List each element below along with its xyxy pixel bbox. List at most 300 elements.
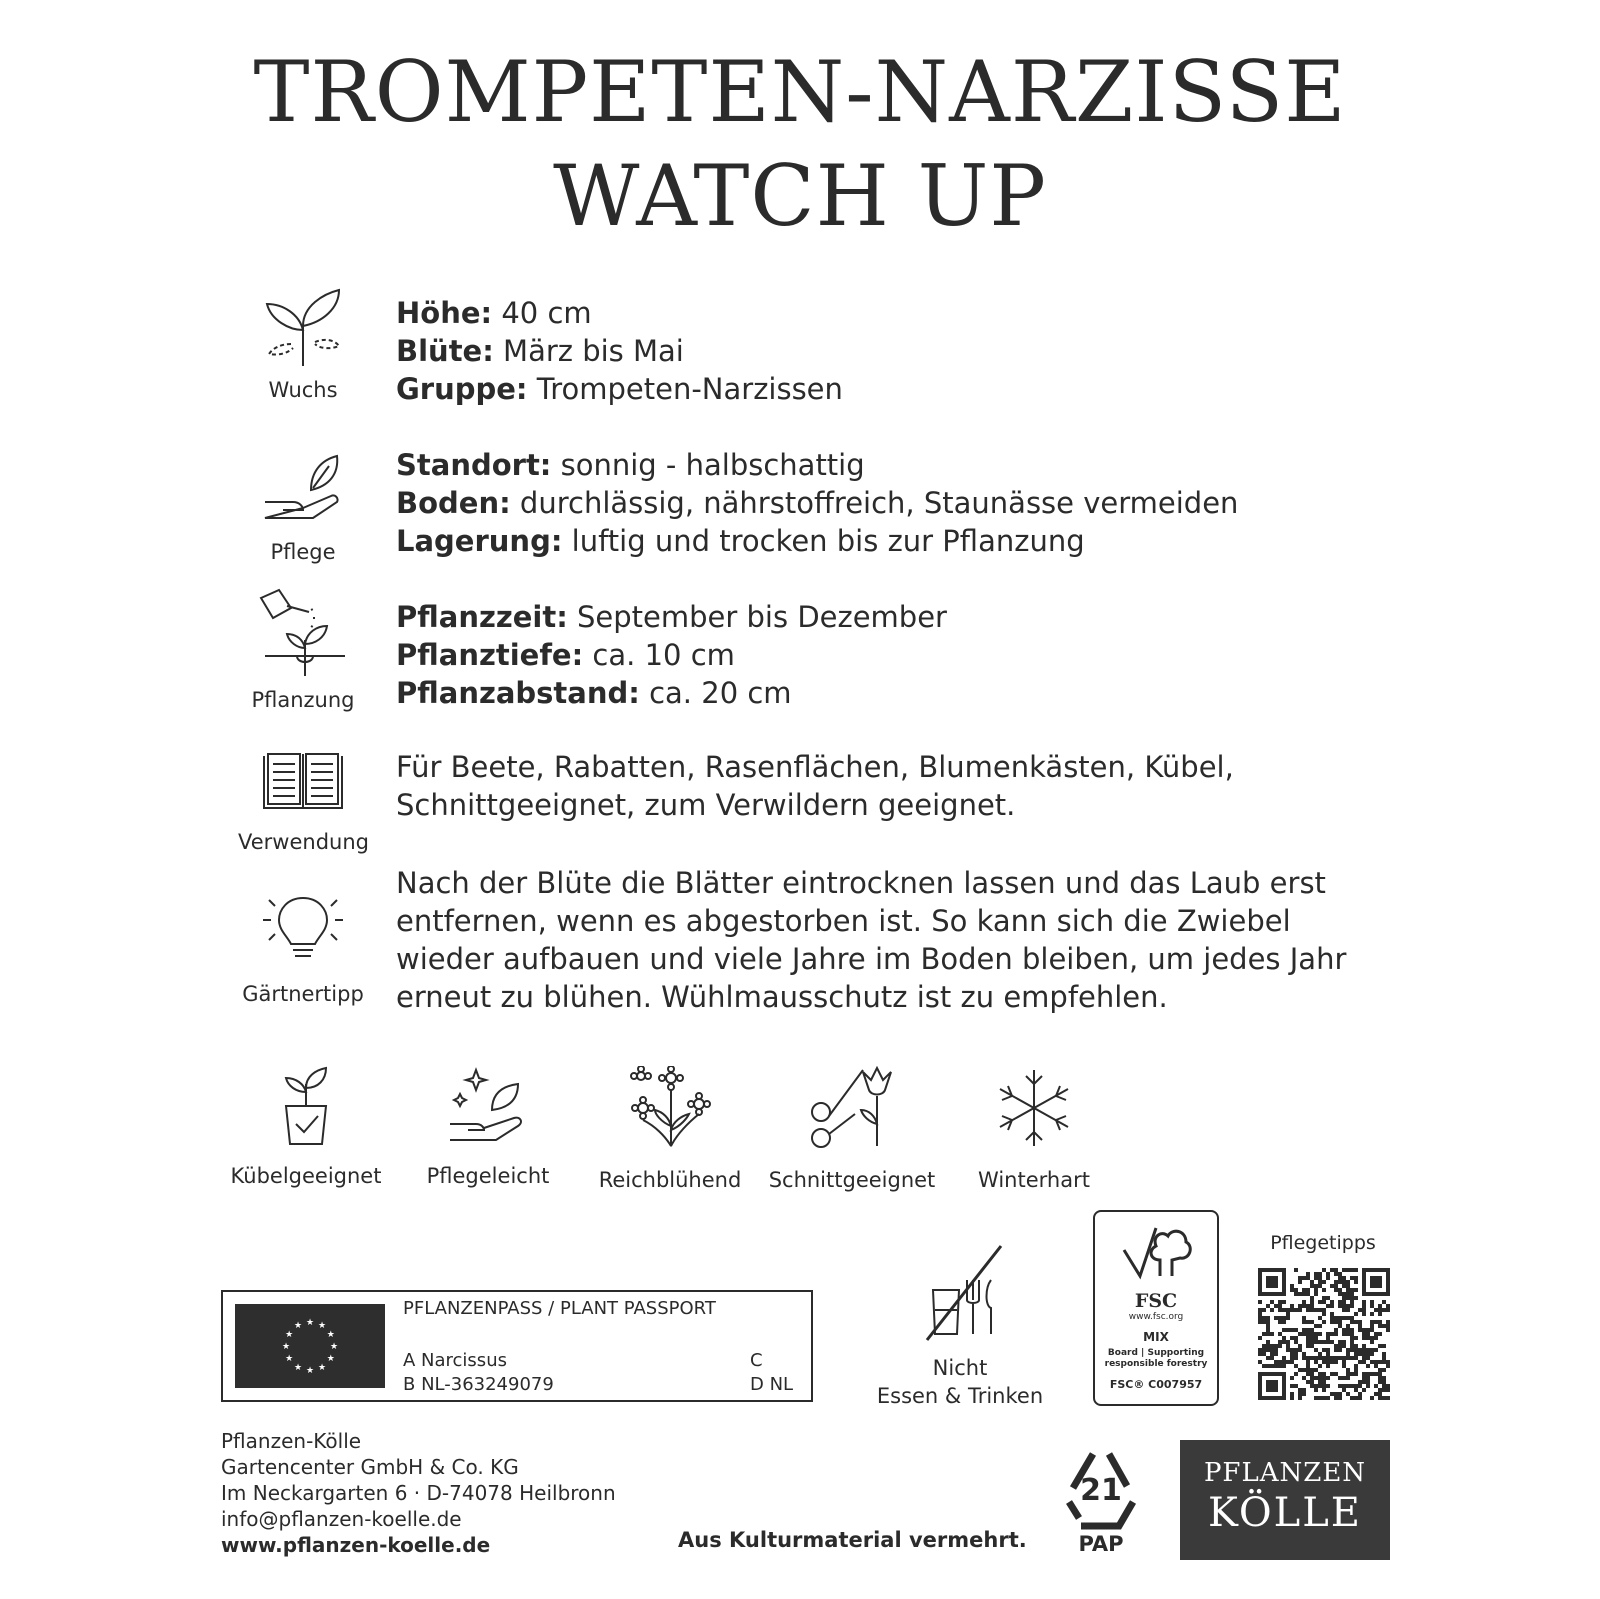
info-line	[396, 484, 1238, 522]
info-value: sonnig - halbschattig	[551, 448, 865, 482]
qr-module	[1358, 1328, 1362, 1332]
qr-module	[1286, 1328, 1290, 1332]
qr-module	[1298, 1332, 1302, 1336]
qr-module	[1350, 1332, 1354, 1336]
qr-module	[1366, 1348, 1370, 1352]
info-label: Boden:	[396, 486, 511, 520]
qr-module	[1310, 1308, 1314, 1312]
qr-module	[1290, 1384, 1294, 1388]
recycling-number: 21	[1080, 1473, 1122, 1508]
qr-module	[1334, 1360, 1338, 1364]
verwendung-info	[396, 748, 1234, 824]
qr-module	[1278, 1304, 1282, 1308]
qr-module	[1266, 1332, 1270, 1336]
qr-module	[1370, 1372, 1374, 1376]
qr-module	[1266, 1328, 1270, 1332]
info-value: luftig und trocken bis zur Pflanzung	[562, 524, 1085, 558]
qr-module	[1322, 1372, 1326, 1376]
qr-module	[1354, 1352, 1358, 1356]
qr-module	[1318, 1384, 1322, 1388]
qr-module	[1342, 1360, 1346, 1364]
eu-star: ★	[293, 1321, 303, 1332]
qr-module	[1382, 1356, 1386, 1360]
qr-module	[1342, 1268, 1346, 1272]
info-line: entfernen, wenn es abgestorben ist. So kann sich die Zwiebel	[396, 904, 1291, 938]
qr-module	[1294, 1348, 1298, 1352]
qr-module	[1286, 1344, 1290, 1348]
sprout-growth-icon	[253, 286, 353, 370]
eu-star: ★	[317, 1362, 327, 1373]
qr-module	[1314, 1292, 1318, 1296]
qr-finder	[1258, 1372, 1262, 1400]
feature-reichbluehend	[585, 1066, 755, 1192]
qr-module	[1346, 1324, 1350, 1328]
qr-module	[1290, 1304, 1294, 1308]
qr-module	[1374, 1332, 1378, 1336]
qr-module	[1362, 1308, 1366, 1312]
qr-module	[1342, 1316, 1346, 1320]
qr-module	[1306, 1288, 1310, 1292]
qr-module	[1350, 1384, 1354, 1388]
qr-module	[1258, 1316, 1262, 1320]
qr-module	[1370, 1352, 1374, 1356]
fsc-desc-2: responsible forestry	[1104, 1359, 1208, 1369]
qr-module	[1334, 1272, 1338, 1276]
qr-module	[1282, 1300, 1286, 1304]
qr-module	[1262, 1352, 1266, 1356]
qr-module	[1282, 1356, 1286, 1360]
qr-module	[1314, 1340, 1318, 1344]
title-line-2: WATCH UP	[553, 147, 1047, 245]
qr-module	[1358, 1392, 1362, 1396]
qr-module	[1258, 1348, 1262, 1352]
qr-module	[1302, 1388, 1306, 1392]
qr-module	[1314, 1276, 1318, 1280]
gaertnertipp-info	[396, 864, 1346, 1016]
qr-module	[1302, 1292, 1306, 1296]
qr-module	[1350, 1348, 1354, 1352]
qr-module	[1302, 1276, 1306, 1280]
qr-module	[1302, 1332, 1306, 1336]
qr-module	[1262, 1308, 1266, 1312]
qr-module	[1318, 1332, 1322, 1336]
qr-module	[1342, 1340, 1346, 1344]
qr-module	[1362, 1300, 1366, 1304]
qr-module	[1326, 1364, 1330, 1368]
qr-module	[1362, 1344, 1366, 1348]
fsc-mix: MIX	[1143, 1330, 1169, 1344]
fsc-tree-check-icon	[1116, 1220, 1196, 1288]
qr-module	[1322, 1320, 1326, 1324]
eu-flag	[235, 1304, 385, 1388]
qr-module	[1346, 1384, 1350, 1388]
qr-module	[1350, 1396, 1354, 1400]
info-label: Lagerung:	[396, 524, 563, 558]
qr-module	[1382, 1368, 1386, 1372]
qr-module	[1370, 1336, 1374, 1340]
qr-module	[1330, 1332, 1334, 1336]
qr-module	[1338, 1276, 1342, 1280]
qr-module	[1338, 1272, 1342, 1276]
qr-module	[1306, 1356, 1310, 1360]
qr-module	[1378, 1304, 1382, 1308]
qr-module	[1314, 1384, 1318, 1388]
eu-star: ★	[326, 1330, 335, 1340]
qr-module	[1282, 1328, 1286, 1332]
qr-module	[1342, 1384, 1346, 1388]
qr-module	[1306, 1368, 1310, 1372]
plant-passport	[221, 1290, 813, 1402]
qr-module	[1378, 1360, 1382, 1364]
qr-finder	[1258, 1292, 1286, 1296]
info-line	[396, 370, 843, 408]
qr-module	[1386, 1384, 1390, 1388]
qr-module	[1338, 1304, 1342, 1308]
qr-module	[1266, 1304, 1270, 1308]
qr-module	[1270, 1308, 1274, 1312]
not-edible-block	[860, 1240, 1060, 1410]
qr-module	[1302, 1376, 1306, 1380]
info-line	[396, 294, 843, 332]
propagation-note: Aus Kulturmaterial vermehrt.	[678, 1528, 1027, 1552]
qr-module	[1318, 1316, 1322, 1320]
qr-module	[1370, 1300, 1374, 1304]
qr-module	[1366, 1364, 1370, 1368]
qr-module	[1378, 1324, 1382, 1328]
qr-module	[1354, 1384, 1358, 1388]
qr-module	[1382, 1344, 1386, 1348]
qr-module	[1334, 1268, 1338, 1272]
qr-module	[1294, 1384, 1298, 1388]
qr-module	[1278, 1332, 1282, 1336]
qr-module	[1370, 1360, 1374, 1364]
qr-module	[1354, 1288, 1358, 1292]
snowflake-icon	[992, 1066, 1076, 1150]
qr-module	[1354, 1280, 1358, 1284]
qr-module	[1266, 1356, 1270, 1360]
qr-module	[1274, 1344, 1278, 1348]
qr-module	[1294, 1288, 1298, 1292]
qr-module	[1322, 1388, 1326, 1392]
address-line-1: Pflanzen-Kölle	[221, 1429, 362, 1453]
fsc-desc-1: Board | Supporting	[1107, 1348, 1205, 1358]
qr-module	[1258, 1312, 1262, 1316]
info-label: Gruppe:	[396, 372, 528, 406]
qr-module	[1306, 1276, 1310, 1280]
qr-module	[1346, 1348, 1350, 1352]
qr-module	[1330, 1356, 1334, 1360]
qr-module	[1370, 1312, 1374, 1316]
qr-module	[1294, 1268, 1298, 1272]
recycling-code: PAP	[1078, 1532, 1124, 1556]
qr-module	[1270, 1300, 1274, 1304]
qr-module	[1310, 1372, 1314, 1376]
qr-module	[1334, 1348, 1338, 1352]
qr-module	[1314, 1368, 1318, 1372]
qr-module	[1366, 1332, 1370, 1336]
qr-module	[1314, 1284, 1318, 1288]
qr-module	[1366, 1356, 1370, 1360]
info-value: ca. 20 cm	[639, 676, 792, 710]
qr-module	[1258, 1320, 1262, 1324]
qr-module	[1338, 1396, 1342, 1400]
qr-module	[1326, 1348, 1330, 1352]
qr-module	[1258, 1300, 1262, 1304]
qr-module	[1374, 1384, 1378, 1388]
qr-module	[1382, 1300, 1386, 1304]
qr-module	[1378, 1376, 1382, 1380]
qr-module	[1338, 1316, 1342, 1320]
qr-module	[1290, 1336, 1294, 1340]
qr-module	[1294, 1292, 1298, 1296]
wuchs-info	[396, 294, 843, 408]
address-email[interactable]: info@pflanzen-koelle.de	[221, 1507, 462, 1531]
qr-module	[1338, 1300, 1342, 1304]
qr-module	[1306, 1304, 1310, 1308]
qr-module	[1354, 1348, 1358, 1352]
no-food-drink-icon	[905, 1240, 1015, 1350]
qr-module	[1318, 1280, 1322, 1284]
qr-module	[1374, 1360, 1378, 1364]
qr-module	[1382, 1308, 1386, 1312]
qr-module	[1330, 1340, 1334, 1344]
qr-module	[1290, 1308, 1294, 1312]
info-line: wieder aufbauen und viele Jahre im Boden bleiben, um jedes Jahr	[396, 942, 1347, 976]
qr-module	[1266, 1344, 1270, 1348]
feature-label: Schnittgeeignet	[768, 1168, 936, 1192]
qr-module	[1330, 1316, 1334, 1320]
wuchs-label: Wuchs	[268, 378, 338, 402]
qr-module	[1270, 1332, 1274, 1336]
feature-schnittgeeignet	[767, 1066, 937, 1192]
hand-sparkle-icon	[446, 1066, 530, 1146]
qr-module	[1330, 1360, 1334, 1364]
pflanzung-label: Pflanzung	[251, 688, 355, 712]
qr-module	[1354, 1396, 1358, 1400]
pflege-label: Pflege	[270, 540, 336, 564]
qr-module	[1278, 1344, 1282, 1348]
qr-module	[1350, 1268, 1354, 1272]
qr-module	[1306, 1328, 1310, 1332]
qr-finder	[1362, 1292, 1390, 1296]
qr-module	[1350, 1328, 1354, 1332]
qr-module	[1334, 1280, 1338, 1284]
qr-module	[1378, 1332, 1382, 1336]
qr-module	[1278, 1300, 1282, 1304]
qr-module	[1346, 1368, 1350, 1372]
qr-module	[1338, 1356, 1342, 1360]
qr-finder	[1370, 1276, 1382, 1288]
qr-module	[1290, 1348, 1294, 1352]
qr-module	[1326, 1376, 1330, 1380]
qr-module	[1382, 1360, 1386, 1364]
qr-module	[1350, 1320, 1354, 1324]
pflanzen-koelle-logo	[1180, 1440, 1390, 1560]
address-website[interactable]: www.pflanzen-koelle.de	[221, 1533, 491, 1557]
feature-pflegeleicht	[403, 1066, 573, 1188]
qr-module	[1326, 1336, 1330, 1340]
qr-module	[1354, 1372, 1358, 1376]
logo-word-1: PFLANZEN	[1203, 1458, 1367, 1488]
passport-a: A Narcissus	[403, 1350, 507, 1371]
info-line: Schnittgeeignet, zum Verwildern geeignet.	[396, 788, 1016, 822]
qr-module	[1282, 1308, 1286, 1312]
pflege-info	[396, 446, 1238, 560]
qr-module	[1358, 1360, 1362, 1364]
eu-star: ★	[305, 1318, 315, 1328]
qr-module	[1370, 1328, 1374, 1332]
qr-module	[1374, 1372, 1378, 1376]
qr-module	[1374, 1336, 1378, 1340]
qr-finder	[1362, 1268, 1390, 1272]
qr-module	[1314, 1376, 1318, 1380]
qr-module	[1322, 1360, 1326, 1364]
open-book-icon	[258, 750, 348, 814]
qr-module	[1346, 1308, 1350, 1312]
qr-module	[1334, 1372, 1338, 1376]
qr-module	[1322, 1376, 1326, 1380]
qr-module	[1306, 1332, 1310, 1336]
qr-module	[1374, 1308, 1378, 1312]
qr-module	[1378, 1372, 1382, 1376]
qr-module	[1346, 1292, 1350, 1296]
qr-module	[1386, 1328, 1390, 1332]
qr-module	[1334, 1356, 1338, 1360]
qr-module	[1358, 1380, 1362, 1384]
qr-module	[1366, 1352, 1370, 1356]
qr-module	[1350, 1344, 1354, 1348]
qr-module	[1326, 1304, 1330, 1308]
qr-module	[1278, 1364, 1282, 1368]
qr-module	[1302, 1328, 1306, 1332]
qr-module	[1266, 1348, 1270, 1352]
qr-module	[1326, 1276, 1330, 1280]
qr-module	[1258, 1308, 1262, 1312]
qr-module	[1346, 1284, 1350, 1288]
passport-title: PFLANZENPASS / PLANT PASSPORT	[403, 1298, 716, 1319]
qr-module	[1310, 1296, 1314, 1300]
qr-module	[1334, 1332, 1338, 1336]
qr-module	[1342, 1328, 1346, 1332]
qr-module	[1342, 1292, 1346, 1296]
info-label: Pflanzabstand:	[396, 676, 640, 710]
qr-finder	[1266, 1276, 1278, 1288]
qr-module	[1346, 1280, 1350, 1284]
qr-module	[1350, 1300, 1354, 1304]
qr-module	[1338, 1344, 1342, 1348]
qr-module	[1302, 1316, 1306, 1320]
qr-module	[1306, 1292, 1310, 1296]
fsc-name: FSC	[1134, 1290, 1178, 1312]
qr-module	[1262, 1348, 1266, 1352]
qr-module	[1290, 1288, 1294, 1292]
info-value: September bis Dezember	[567, 600, 947, 634]
qr-module	[1366, 1380, 1370, 1384]
qr-module	[1334, 1392, 1338, 1396]
pflanzung-info	[396, 598, 947, 712]
qr-module	[1326, 1332, 1330, 1336]
qr-module	[1290, 1352, 1294, 1356]
fsc-label	[1093, 1210, 1219, 1406]
qr-code[interactable]	[1258, 1268, 1390, 1400]
qr-module	[1294, 1340, 1298, 1344]
qr-module	[1382, 1380, 1386, 1384]
qr-module	[1334, 1396, 1338, 1400]
verwendung-block	[238, 750, 368, 854]
qr-module	[1330, 1284, 1334, 1288]
qr-module	[1342, 1276, 1346, 1280]
qr-module	[1310, 1336, 1314, 1340]
qr-module	[1270, 1344, 1274, 1348]
qr-module	[1350, 1316, 1354, 1320]
qr-module	[1318, 1352, 1322, 1356]
qr-module	[1266, 1324, 1270, 1328]
qr-module	[1306, 1360, 1310, 1364]
qr-module	[1322, 1268, 1326, 1272]
qr-module	[1258, 1336, 1262, 1340]
qr-module	[1306, 1372, 1310, 1376]
qr-module	[1298, 1276, 1302, 1280]
qr-module	[1338, 1384, 1342, 1388]
qr-module	[1318, 1324, 1322, 1328]
qr-module	[1354, 1336, 1358, 1340]
qr-module	[1294, 1308, 1298, 1312]
info-value: März bis Mai	[493, 334, 684, 368]
qr-module	[1366, 1376, 1370, 1380]
qr-module	[1318, 1308, 1322, 1312]
qr-module	[1322, 1348, 1326, 1352]
qr-module	[1298, 1396, 1302, 1400]
info-value: ca. 10 cm	[583, 638, 735, 672]
info-line: Für Beete, Rabatten, Rasenflächen, Blumenkästen, Kübel,	[396, 750, 1234, 784]
qr-module	[1354, 1320, 1358, 1324]
qr-module	[1262, 1316, 1266, 1320]
qr-module	[1314, 1348, 1318, 1352]
qr-module	[1334, 1344, 1338, 1348]
qr-module	[1354, 1344, 1358, 1348]
info-line: Nach der Blüte die Blätter eintrocknen lassen und das Laub erst	[396, 866, 1326, 900]
qr-module	[1354, 1368, 1358, 1372]
qr-module	[1326, 1340, 1330, 1344]
qr-module	[1294, 1328, 1298, 1332]
qr-module	[1358, 1348, 1362, 1352]
qr-module	[1362, 1336, 1366, 1340]
qr-module	[1338, 1280, 1342, 1284]
qr-module	[1346, 1376, 1350, 1380]
feature-label: Winterhart	[978, 1168, 1090, 1192]
qr-module	[1298, 1344, 1302, 1348]
gaertnertipp-label: Gärtnertipp	[242, 982, 364, 1006]
qr-module	[1310, 1376, 1314, 1380]
qr-module	[1362, 1376, 1366, 1380]
qr-module	[1270, 1356, 1274, 1360]
qr-module	[1298, 1348, 1302, 1352]
qr-module	[1310, 1380, 1314, 1384]
qr-finder	[1386, 1268, 1390, 1296]
qr-module	[1274, 1360, 1278, 1364]
qr-module	[1298, 1388, 1302, 1392]
qr-finder	[1258, 1372, 1286, 1376]
qr-module	[1378, 1396, 1382, 1400]
qr-module	[1378, 1344, 1382, 1348]
qr-module	[1266, 1316, 1270, 1320]
qr-module	[1342, 1344, 1346, 1348]
qr-module	[1282, 1340, 1286, 1344]
qr-module	[1298, 1392, 1302, 1396]
qr-module	[1350, 1372, 1354, 1376]
qr-module	[1302, 1356, 1306, 1360]
hand-leaf-icon	[253, 452, 353, 532]
